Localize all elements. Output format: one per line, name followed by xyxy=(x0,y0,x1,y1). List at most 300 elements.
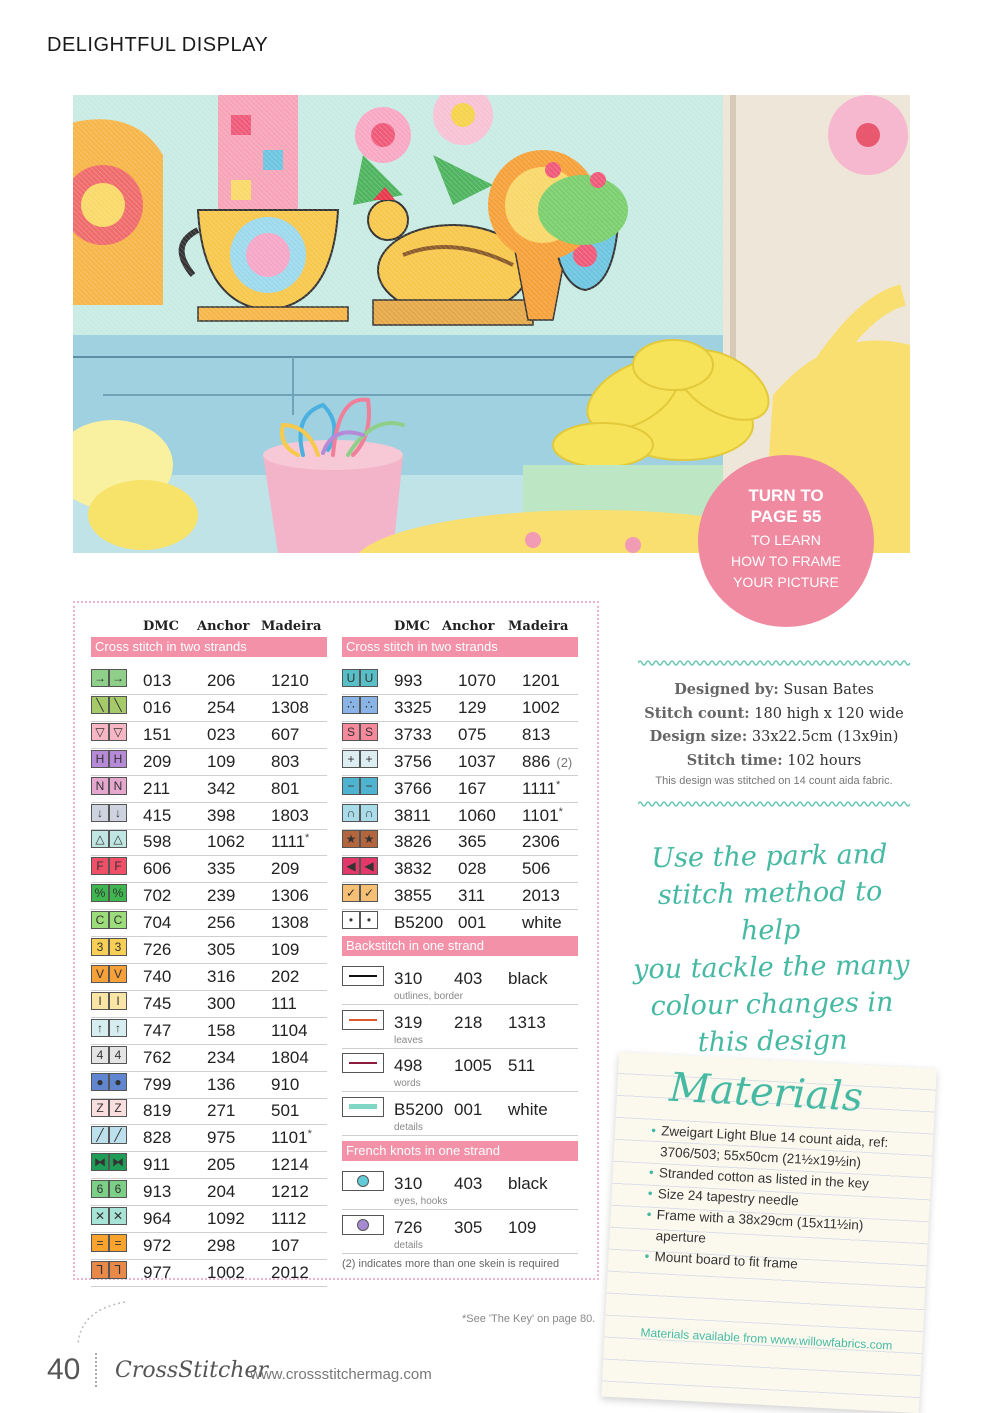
symbol-cell: • xyxy=(360,911,378,929)
thread-dmc: 762 xyxy=(143,1047,172,1067)
symbol-cell: ◀ xyxy=(342,857,360,875)
thread-madeira: 109 xyxy=(271,940,300,959)
symbol-cell: U xyxy=(342,669,360,687)
key-row xyxy=(342,855,578,883)
stitch-symbol xyxy=(342,723,378,741)
stitch-symbol xyxy=(91,1073,127,1091)
symbol-cell: % xyxy=(109,884,127,902)
symbol-cell: ⧓ xyxy=(109,1153,127,1171)
symbol-cell: % xyxy=(91,884,109,902)
symbol-cell: Z xyxy=(109,1099,127,1117)
key-row xyxy=(91,748,327,776)
symbol-cell: 3 xyxy=(109,938,127,956)
stitch-symbol xyxy=(342,696,378,714)
symbol-cell: C xyxy=(109,911,127,929)
symbol-cell: 6 xyxy=(91,1180,109,1198)
key-row xyxy=(342,802,578,830)
key-row xyxy=(91,1259,327,1287)
symbol-cell: ✓ xyxy=(342,884,360,902)
thread-anchor: 205 xyxy=(207,1155,236,1175)
thread-dmc: 3855 xyxy=(394,886,432,906)
stitch-symbol xyxy=(91,938,127,956)
thread-anchor: 1070 xyxy=(458,671,496,690)
symbol-cell: • xyxy=(342,911,360,929)
stitch-symbol xyxy=(342,777,378,795)
thread-dmc: 3832 xyxy=(394,859,432,879)
thread-anchor: 129 xyxy=(458,697,487,717)
symbol-cell: N xyxy=(109,777,127,795)
thread-anchor: 305 xyxy=(207,940,236,959)
symbol-cell: ✕ xyxy=(109,1207,127,1225)
stitch-symbol xyxy=(91,1046,127,1064)
key-row xyxy=(91,802,327,830)
wave-divider-top xyxy=(638,659,910,667)
thread-anchor: 365 xyxy=(458,832,487,852)
symbol-cell: F xyxy=(109,857,127,875)
header-dmc: DMC xyxy=(394,619,431,634)
asterisk-mark: * xyxy=(305,832,310,845)
backstitch-label: Backstitch in one strand xyxy=(342,936,578,956)
thread-madeira: 1201 xyxy=(522,671,560,690)
thread-madeira: 886 (2) xyxy=(522,751,573,771)
stitch-symbol xyxy=(91,1234,127,1252)
thread-dmc: 211 xyxy=(143,778,171,798)
symbol-cell: → xyxy=(109,669,127,687)
thread-anchor: 254 xyxy=(207,697,236,717)
thread-madeira: 1111* xyxy=(522,778,561,798)
thread-anchor: 256 xyxy=(207,913,236,933)
usage-note: details xyxy=(394,1239,423,1251)
thread-anchor: 204 xyxy=(207,1182,236,1202)
magazine-url: www.crossstitchermag.com xyxy=(250,1366,432,1383)
symbol-cell: S xyxy=(360,723,378,741)
thread-anchor: 1002 xyxy=(207,1262,245,1282)
materials-item: • Frame with a 38x29cm (15x11½in) aperture xyxy=(645,1204,917,1260)
thread-dmc: 498 xyxy=(394,1056,423,1075)
key-row xyxy=(91,721,327,749)
skein-note: (2) indicates more than one skein is required xyxy=(342,1258,560,1270)
backstitch-swatch xyxy=(342,1097,384,1117)
stitch-count-value: 180 high x 120 wide xyxy=(754,705,904,722)
badge-line-1: TURN TO xyxy=(748,486,824,505)
cross-stitch-label: Cross stitch in two strands xyxy=(91,637,327,657)
symbol-cell: ↑ xyxy=(109,1019,127,1037)
key-row xyxy=(342,667,578,695)
stitch-symbol xyxy=(342,750,378,768)
key-row xyxy=(342,775,578,803)
key-row xyxy=(342,748,578,776)
stitch-symbol xyxy=(91,777,127,795)
thread-anchor: 1062 xyxy=(207,832,245,852)
thread-dmc: 598 xyxy=(143,832,172,852)
thread-anchor: 234 xyxy=(207,1047,236,1067)
stitch-count-label: Stitch count: xyxy=(644,704,750,722)
see-key-note: *See 'The Key' on page 80. xyxy=(462,1313,596,1325)
header-anchor: Anchor xyxy=(197,619,250,634)
backstitch-swatch xyxy=(342,1053,384,1073)
key-row xyxy=(91,936,327,964)
page-number: 40 xyxy=(47,1353,81,1386)
thread-anchor: 206 xyxy=(207,671,236,690)
header-dmc: DMC xyxy=(143,619,180,634)
asterisk-mark: * xyxy=(307,1128,312,1141)
thread-dmc: 606 xyxy=(143,859,172,879)
stitch-symbol xyxy=(91,1153,127,1171)
key-row xyxy=(91,909,327,937)
backstitch-swatch xyxy=(342,1010,384,1030)
stitch-symbol xyxy=(342,669,378,687)
thread-dmc: 745 xyxy=(143,993,172,1013)
thread-dmc: 828 xyxy=(143,1128,172,1148)
symbol-cell: I xyxy=(91,992,109,1010)
thread-madeira: 1101* xyxy=(271,1128,312,1148)
thread-anchor: 001 xyxy=(458,913,487,933)
header-madeira: Madeira xyxy=(508,619,569,634)
thread-madeira: 1308 xyxy=(271,697,309,717)
section-title: DELIGHTFUL DISPLAY xyxy=(47,34,269,56)
thread-dmc: 3325 xyxy=(394,697,432,717)
french-knots-label: French knots in one strand xyxy=(342,1141,578,1161)
stitch-symbol xyxy=(91,1126,127,1144)
footer-divider xyxy=(95,1353,98,1387)
symbol-cell: ╱ xyxy=(109,1126,127,1144)
key-row xyxy=(91,1071,327,1099)
badge-line-2: PAGE 55 xyxy=(750,507,822,526)
symbol-cell: ↓ xyxy=(109,804,127,822)
backstitch-row xyxy=(342,1049,578,1092)
thread-anchor: 311 xyxy=(458,886,486,906)
thread-anchor: 342 xyxy=(207,778,236,798)
usage-note: eyes, hooks xyxy=(394,1196,448,1207)
usage-note: words xyxy=(394,1078,421,1089)
thread-dmc: 964 xyxy=(143,1209,172,1228)
thread-madeira: 813 xyxy=(522,724,551,744)
stitch-time-value: 102 hours xyxy=(787,752,862,769)
symbol-cell: ⅂ xyxy=(109,1261,127,1279)
thread-madeira: 1308 xyxy=(271,913,309,933)
thread-madeira: 1210 xyxy=(271,671,309,690)
symbol-cell: = xyxy=(91,1234,109,1252)
thread-madeira: 1306 xyxy=(271,886,309,906)
key-row xyxy=(91,1017,327,1045)
symbol-cell: C xyxy=(91,911,109,929)
thread-madeira: 2306 xyxy=(522,832,560,852)
thread-dmc: 747 xyxy=(143,1020,172,1040)
thread-madeira: 1111* xyxy=(271,832,310,852)
symbol-cell: 4 xyxy=(109,1046,127,1064)
thread-madeira: 607 xyxy=(271,724,300,744)
design-size-value: 33x22.5cm (13x9in) xyxy=(751,729,899,745)
thread-madeira: 209 xyxy=(271,859,300,879)
thread-dmc: 3826 xyxy=(394,832,432,852)
thread-anchor: 403 xyxy=(454,1174,483,1193)
symbol-cell: ◀ xyxy=(360,857,378,875)
thread-madeira: 1002 xyxy=(522,697,560,717)
symbol-cell: △ xyxy=(91,830,109,848)
badge-line-5: YOUR PICTURE xyxy=(733,574,839,590)
symbol-cell: S xyxy=(342,723,360,741)
key-row xyxy=(91,828,327,856)
symbol-cell: + xyxy=(360,750,378,768)
symbol-cell: ▽ xyxy=(109,723,127,741)
stitch-symbol xyxy=(91,884,127,902)
key-row xyxy=(91,882,327,910)
materials-item: • Stranded cotton as listed in the key xyxy=(648,1162,919,1197)
thread-dmc: 3766 xyxy=(394,778,432,798)
thread-dmc: 013 xyxy=(143,671,172,690)
symbol-cell: H xyxy=(109,750,127,768)
symbol-cell: + xyxy=(342,750,360,768)
symbol-cell: ● xyxy=(91,1073,109,1091)
designed-by-value: Susan Bates xyxy=(783,682,874,698)
asterisk-mark: * xyxy=(556,778,561,791)
symbol-cell: H xyxy=(91,750,109,768)
thread-dmc: 740 xyxy=(143,966,172,986)
stitch-symbol xyxy=(342,911,378,929)
key-row xyxy=(91,667,327,695)
materials-card xyxy=(601,1052,937,1413)
thread-dmc: 319 xyxy=(394,1012,423,1032)
thread-madeira: 1803 xyxy=(271,805,309,825)
thread-madeira: 511 xyxy=(508,1056,536,1075)
header-anchor: Anchor xyxy=(442,619,495,634)
materials-item: • Mount board to fit frame xyxy=(644,1246,915,1281)
thread-anchor: 136 xyxy=(207,1074,236,1094)
key-row xyxy=(342,882,578,910)
thread-madeira: 1804 xyxy=(271,1047,309,1067)
thread-dmc: 016 xyxy=(143,697,172,717)
symbol-cell: − xyxy=(360,777,378,795)
thread-madeira: 1313 xyxy=(508,1012,546,1032)
materials-source: Materials available from www.willowfabrics.com xyxy=(640,1325,893,1353)
symbol-cell: ╲ xyxy=(91,696,109,714)
stitch-symbol xyxy=(91,857,127,875)
key-row xyxy=(91,855,327,883)
quote-line-4: colour changes in xyxy=(650,986,894,1023)
symbol-cell: I xyxy=(109,992,127,1010)
stitch-symbol xyxy=(91,1261,127,1279)
symbol-cell: = xyxy=(109,1234,127,1252)
thread-anchor: 109 xyxy=(207,751,236,771)
thread-key xyxy=(73,601,599,1280)
quote-line-2: stitch method to help xyxy=(657,876,883,947)
stitch-symbol xyxy=(342,884,378,902)
thread-madeira: 1212 xyxy=(271,1182,309,1202)
backstitch-row xyxy=(342,962,578,1005)
materials-item: • Size 24 tapestry needle xyxy=(647,1183,918,1218)
key-row xyxy=(91,775,327,803)
thread-madeira: 910 xyxy=(271,1074,300,1094)
thread-anchor: 167 xyxy=(458,778,487,798)
thread-anchor: 300 xyxy=(207,993,236,1013)
thread-madeira: black xyxy=(508,1174,548,1193)
thread-madeira: 202 xyxy=(271,966,300,986)
materials-item: • Zweigart Light Blue 14 count aida, ref: 3706/503; 55x50cm (21½x19½in) xyxy=(650,1120,922,1176)
symbol-cell: − xyxy=(342,777,360,795)
thread-madeira: 1104 xyxy=(271,1020,308,1040)
usage-note: details xyxy=(394,1121,423,1133)
backstitch-row xyxy=(342,1006,578,1049)
symbol-cell: ★ xyxy=(360,830,378,848)
thread-dmc: 3756 xyxy=(394,751,432,771)
thread-madeira: 801 xyxy=(271,778,300,798)
symbol-cell: ↓ xyxy=(91,804,109,822)
thread-dmc: 209 xyxy=(143,751,172,771)
stitch-symbol xyxy=(342,804,378,822)
stitch-symbol xyxy=(91,750,127,768)
backstitch-row xyxy=(342,1093,578,1136)
key-row xyxy=(91,694,327,722)
stitch-symbol xyxy=(91,830,127,848)
stitch-symbol xyxy=(91,696,127,714)
symbol-cell: 4 xyxy=(91,1046,109,1064)
symbol-cell: ✓ xyxy=(360,884,378,902)
quote-line-5: this design xyxy=(697,1024,848,1059)
usage-note: leaves xyxy=(394,1034,423,1046)
thread-madeira: black xyxy=(508,969,548,988)
thread-dmc: 799 xyxy=(143,1074,172,1094)
thread-anchor: 028 xyxy=(458,859,487,879)
thread-madeira: 1112 xyxy=(271,1209,307,1228)
thread-dmc: B5200 xyxy=(394,913,444,933)
french-knot-swatch xyxy=(342,1171,384,1191)
thread-anchor: 316 xyxy=(207,966,236,986)
stitch-symbol xyxy=(91,1207,127,1225)
thread-dmc: 913 xyxy=(143,1182,172,1202)
symbol-cell: ● xyxy=(109,1073,127,1091)
thread-dmc: 415 xyxy=(143,805,172,825)
quote-line-1: Use the park and xyxy=(651,838,888,875)
thread-madeira: white xyxy=(522,913,562,933)
thread-anchor: 1037 xyxy=(458,751,496,771)
thread-madeira: 109 xyxy=(508,1217,537,1237)
stitch-symbol xyxy=(91,911,127,929)
symbol-cell: ✕ xyxy=(91,1207,109,1225)
thread-madeira: white xyxy=(508,1099,548,1119)
thread-dmc: 972 xyxy=(143,1235,172,1255)
stitch-symbol xyxy=(91,1180,127,1198)
thread-anchor: 001 xyxy=(454,1099,483,1119)
symbol-cell: ▽ xyxy=(91,723,109,741)
thread-madeira: 506 xyxy=(522,859,551,879)
symbol-cell: ⅂ xyxy=(91,1261,109,1279)
symbol-cell: N xyxy=(91,777,109,795)
thread-anchor: 271 xyxy=(207,1101,236,1121)
thread-anchor: 239 xyxy=(207,886,236,906)
magazine-brand: CrossStitcher xyxy=(115,1358,268,1383)
thread-madeira: 1101* xyxy=(522,805,563,825)
header-madeira: Madeira xyxy=(261,619,322,634)
thread-anchor: 335 xyxy=(207,859,236,879)
quote-line-3: you tackle the many xyxy=(632,949,910,986)
key-row xyxy=(91,1151,327,1179)
key-row xyxy=(342,694,578,722)
symbol-cell: 6 xyxy=(109,1180,127,1198)
symbol-cell: ⧓ xyxy=(91,1153,109,1171)
key-row xyxy=(91,990,327,1018)
stitch-symbol xyxy=(91,1019,127,1037)
symbol-cell: △ xyxy=(109,830,127,848)
thread-madeira: 2013 xyxy=(522,886,560,906)
thread-dmc: 702 xyxy=(143,886,172,906)
swirl-decoration xyxy=(70,1300,130,1350)
backstitch-swatch xyxy=(342,966,384,986)
symbol-cell: 3 xyxy=(91,938,109,956)
thread-madeira: 803 xyxy=(271,751,300,771)
thread-anchor: 1005 xyxy=(454,1056,492,1075)
key-row xyxy=(91,1124,327,1152)
stitch-time-label: Stitch time: xyxy=(686,751,783,769)
thread-dmc: 993 xyxy=(394,671,423,690)
symbol-cell: V xyxy=(109,965,127,983)
french-knot-swatch xyxy=(342,1215,384,1235)
symbol-cell: ↑ xyxy=(91,1019,109,1037)
thread-dmc: 726 xyxy=(394,1217,423,1237)
stitch-symbol xyxy=(91,992,127,1010)
thread-dmc: 310 xyxy=(394,969,423,988)
key-row xyxy=(91,1097,327,1125)
symbol-cell: ★ xyxy=(342,830,360,848)
key-row xyxy=(91,963,327,991)
thread-madeira: 2012 xyxy=(271,1262,309,1282)
french-knot-row xyxy=(342,1167,578,1210)
badge-line-4: HOW TO FRAME xyxy=(731,553,841,569)
designed-by-label: Designed by: xyxy=(674,681,779,698)
thread-dmc: 310 xyxy=(394,1174,423,1193)
stitch-symbol xyxy=(91,669,127,687)
thread-madeira: 1214 xyxy=(271,1155,309,1175)
thread-anchor: 1092 xyxy=(207,1209,245,1228)
asterisk-mark: * xyxy=(558,805,563,818)
symbol-cell: ∩ xyxy=(360,804,378,822)
materials-list xyxy=(644,1120,921,1281)
symbol-cell: ∴ xyxy=(360,696,378,714)
wave-divider-bottom xyxy=(638,800,910,808)
thread-anchor: 218 xyxy=(454,1012,483,1032)
badge-line-3: TO LEARN xyxy=(751,532,821,548)
usage-note: outlines, border xyxy=(394,991,463,1002)
stitch-symbol xyxy=(91,965,127,983)
thread-anchor: 075 xyxy=(458,724,487,744)
thread-anchor: 1060 xyxy=(458,805,496,825)
thread-anchor: 158 xyxy=(207,1020,236,1040)
thread-dmc: B5200 xyxy=(394,1099,444,1119)
symbol-cell: Z xyxy=(91,1099,109,1117)
key-row xyxy=(342,828,578,856)
thread-dmc: 3733 xyxy=(394,724,432,744)
key-row xyxy=(342,721,578,749)
design-size-label: Design size: xyxy=(649,728,748,745)
symbol-cell: → xyxy=(91,669,109,687)
stitch-symbol xyxy=(91,1099,127,1117)
thread-dmc: 977 xyxy=(143,1262,172,1282)
stitching-tip-quote xyxy=(624,835,918,1062)
symbol-cell: ∴ xyxy=(342,696,360,714)
thread-anchor: 975 xyxy=(207,1128,236,1148)
thread-anchor: 398 xyxy=(207,805,236,825)
frame-tip-badge xyxy=(698,455,874,627)
key-row xyxy=(91,1232,327,1260)
symbol-cell: ∩ xyxy=(342,804,360,822)
key-row xyxy=(91,1178,327,1206)
symbol-cell: U xyxy=(360,669,378,687)
thread-dmc: 911 xyxy=(143,1155,171,1175)
materials-title: Materials xyxy=(668,1064,865,1121)
symbol-cell: ╲ xyxy=(109,696,127,714)
fabric-note: This design was stitched on 14 count aida fabric. xyxy=(655,775,893,787)
symbol-cell: F xyxy=(91,857,109,875)
thread-anchor: 023 xyxy=(207,724,236,744)
